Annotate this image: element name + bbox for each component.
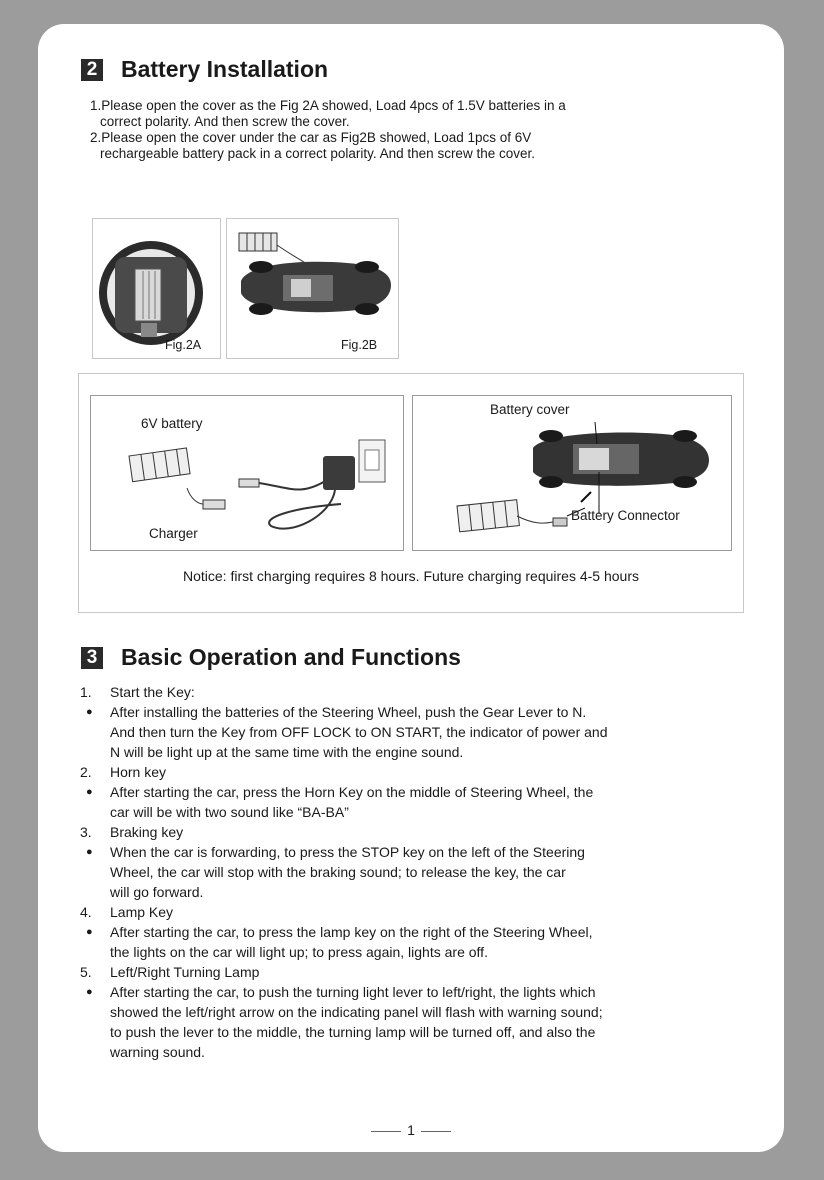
manual-page [38,24,784,1152]
page-number-value: 1 [407,1122,415,1138]
item-text: And then turn the Key from OFF LOCK to ON START, the indicator of power and [110,724,608,740]
item-number: 1. [80,684,92,700]
section-2-title: Battery Installation [121,56,329,82]
section-2-header [81,56,328,83]
page-number-dash [421,1131,451,1132]
item-text: will go forward. [110,884,204,900]
item-number: 5. [80,964,92,980]
item-line [80,1042,770,1062]
item-line [80,862,770,882]
section-3-header [81,644,461,671]
item-title: Left/Right Turning Lamp [110,964,260,980]
item-line [80,722,770,742]
item-text: car will be with two sound like “BA-BA” [110,804,349,820]
bullet-icon: ● [86,986,93,998]
bullet-icon: ● [86,706,93,718]
car-connector-panel [412,395,732,551]
instruction-line: rechargeable battery pack in a correct polarity. And then screw the cover. [100,146,535,161]
item-title: Braking key [110,824,184,840]
bullet-spacer [80,1002,110,1022]
bullet-spacer [80,802,110,822]
item-number: 2. [80,764,92,780]
item-line [80,922,770,942]
section-3-title: Basic Operation and Functions [121,644,461,670]
item-number: 4. [80,904,92,920]
figure-2b [226,218,399,359]
item-line [80,782,770,802]
figure-2a-label: Fig.2A [165,338,202,352]
bullet-spacer [80,862,110,882]
battery-cover-label: Battery cover [490,402,570,417]
item-text: warning sound. [110,1044,205,1060]
operation-item-heading [80,682,770,702]
item-text: After starting the car, to press the lamp key on the right of the Steering Wheel, [110,924,593,940]
item-text: After starting the car, to push the turning light lever to left/right, the lights which [110,984,596,1000]
charger-panel [90,395,404,551]
bullet-icon: ● [86,786,93,798]
bullet-spacer [80,742,110,762]
battery-connector-label: Battery Connector [571,508,680,523]
item-text: After starting the car, press the Horn Key on the middle of Steering Wheel, the [110,784,594,800]
battery-installation-instructions [90,98,750,162]
page-number [38,1122,784,1138]
bullet-spacer [80,882,110,902]
section-3-number: 3 [81,647,103,669]
page-number-dash [371,1131,401,1132]
item-number: 3. [80,824,92,840]
bullet-icon: ● [86,846,93,858]
item-title: Lamp Key [110,904,174,920]
item-line [80,842,770,862]
operation-item-heading [80,962,770,982]
bullet-spacer [80,722,110,742]
item-line [80,742,770,762]
item-line [80,942,770,962]
charger-illustration [91,396,403,550]
item-text: When the car is forwarding, to press the STOP key on the left of the Steering [110,844,585,860]
charger-label: Charger [149,526,198,541]
operation-item-heading [80,902,770,922]
bullet-spacer [80,1042,110,1062]
item-text: After installing the batteries of the Steering Wheel, push the Gear Lever to N. [110,704,587,720]
section-2-number: 2 [81,59,103,81]
item-text: Wheel, the car will stop with the braking sound; to release the key, the car [110,864,566,880]
charging-diagram [78,373,744,613]
item-line [80,1022,770,1042]
item-line [80,802,770,822]
item-line [80,702,770,722]
bullet-spacer [80,942,110,962]
instruction-line: correct polarity. And then screw the cover. [100,114,350,129]
item-line [80,982,770,1002]
operation-item-heading [80,762,770,782]
item-line [80,882,770,902]
6v-battery-label: 6V battery [141,416,203,431]
item-title: Start the Key: [110,684,195,700]
item-title: Horn key [110,764,167,780]
car-connector-illustration [413,396,731,550]
instruction-line: 1.Please open the cover as the Fig 2A showed, Load 4pcs of 1.5V batteries in a [90,98,566,113]
item-line [80,1002,770,1022]
charging-notice: Notice: first charging requires 8 hours. Future charging requires 4-5 hours [183,568,639,584]
operation-item-heading [80,822,770,842]
operations-list [80,682,770,1062]
bullet-spacer [80,1022,110,1042]
figure-2a [92,218,221,359]
figure-2b-label: Fig.2B [341,338,378,352]
instruction-line: 2.Please open the cover under the car as Fig2B showed, Load 1pcs of 6V [90,130,532,145]
item-text: the lights on the car will light up; to press again, lights are off. [110,944,488,960]
item-text: showed the left/right arrow on the indicating panel will flash with warning sound; [110,1004,603,1020]
item-text: N will be light up at the same time with the engine sound. [110,744,464,760]
item-text: to push the lever to the middle, the turning lamp will be turned off, and also the [110,1024,596,1040]
bullet-icon: ● [86,926,93,938]
